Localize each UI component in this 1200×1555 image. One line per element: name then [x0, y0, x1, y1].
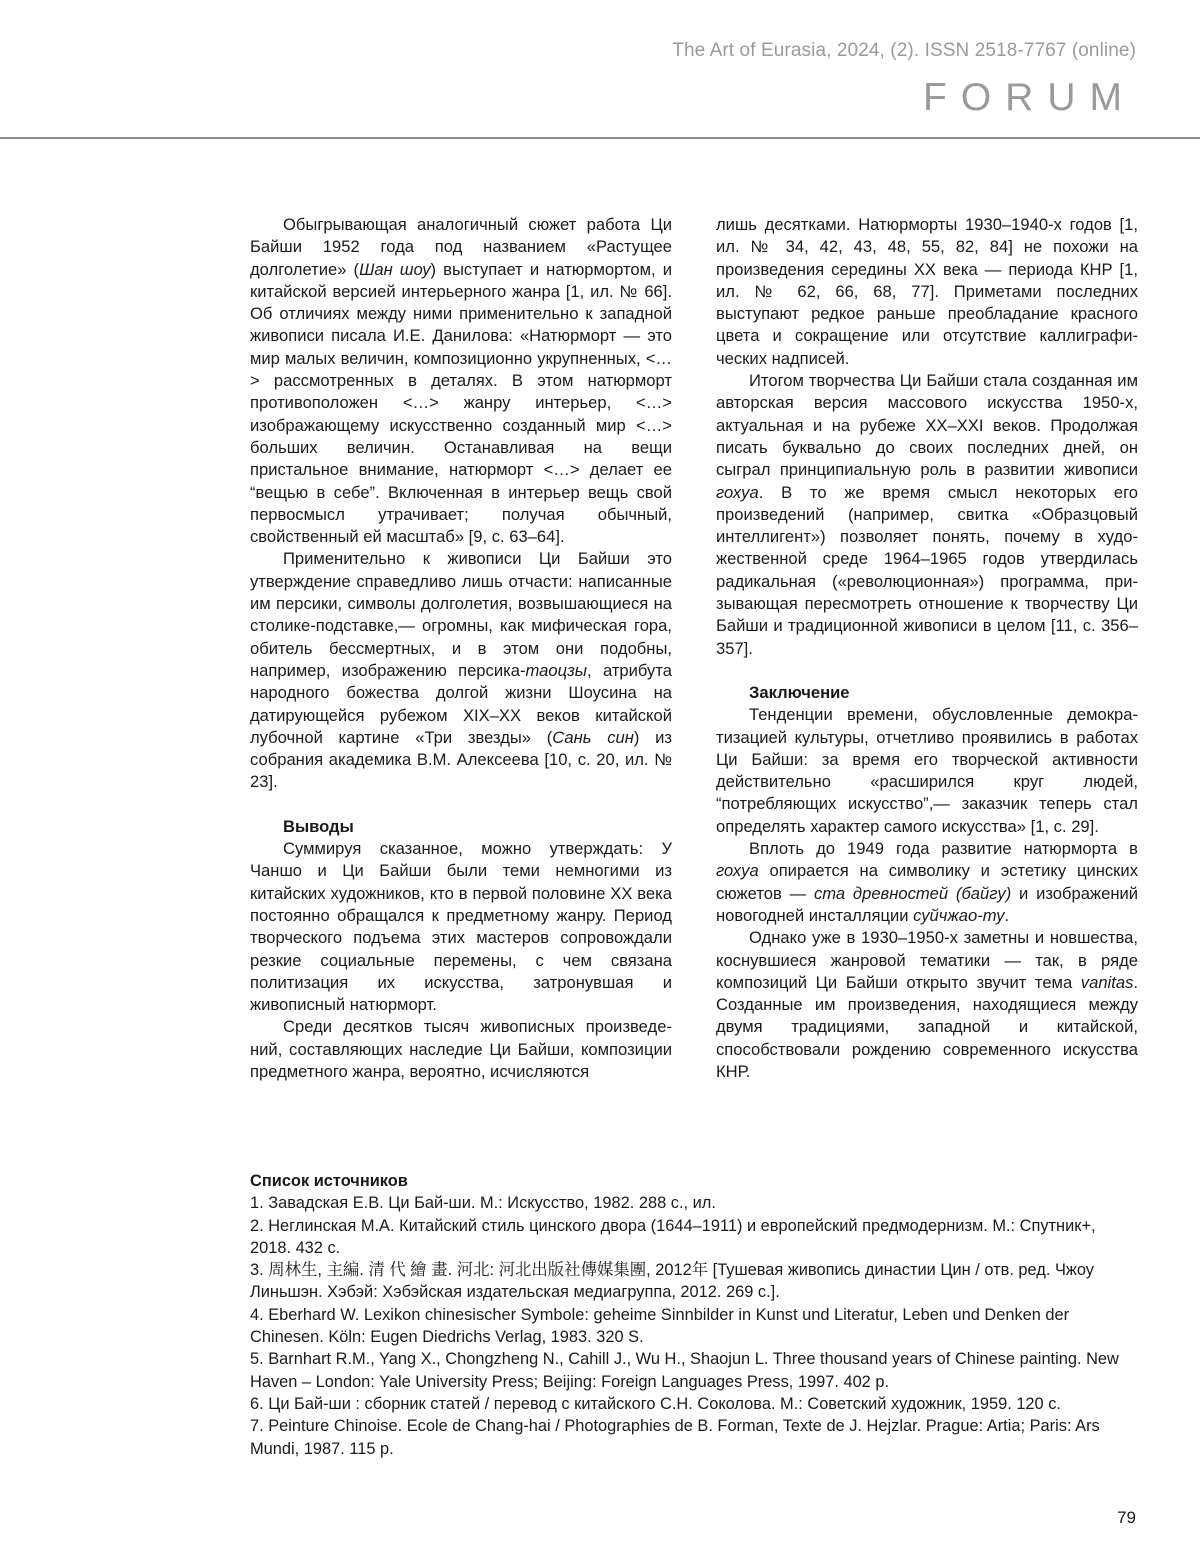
paragraph: Обыгрывающая аналогичный сюжет работа Ци Байши 1952 года под названием «Растущее долголетие» (Шан шоу) выступает и натюрмортом, и китайской версией интерьерного жанра [1, ил. № 66]. Об отличиях между ними применительно к западной живописи писала И.Е. Данилова: «Натюрморт — это мир малых величин, композиционно укрупненных, <…> рассмотренных в деталях. В этом натюрморт противоположен <…> жанру интерьер, <…> изображающему искусственно созданный мир <…> больших величин. Останавливая на вещи пристальное внимание, натюрморт <…> делает ее “вещью в себе”. Включенная в интерьер вещь свой первосмысл утрачивает; получая обычный, свойственный ей масштаб» [9, с. 63–64].: [250, 215, 672, 547]
paragraph: Применительно к живописи Ци Байши это утверждение справедливо лишь отчасти: написанные им персики, символы долголетия, возвышающиеся на столике-подставке,— огромны, как мифическая гора, обитель бессмертных, и в этом они подобны, например, изображению персика-таоцзы, атрибута народного божества долгой жизни Шоусина на датирующейся рубежом XIX–XX веков китайской лубочной картине «Три звезды» (Сань син) из собрания академика В.М. Алексеева [10, с. 20, ил. № 23].: [250, 549, 672, 792]
page-number: 79: [1117, 1508, 1136, 1527]
left-column: [250, 214, 672, 1083]
paragraph: Тенденции времени, обусловленные демократизацией культуры, отчетливо проявились в работах Ци Байши: за время его творческой активности действительно «расширился круг людей, “потребляющих искусство”,— заказчик теперь стал определять характер самого искусства» [1, с. 29].: [716, 705, 1138, 836]
reference-item: 2. Неглинская М.А. Китайский стиль цинского двора (1644–1911) и европейский предмодернизм. М.: Спутник+, 2018. 432 с.: [250, 1216, 1096, 1257]
references-heading: Список источников: [250, 1172, 408, 1190]
paragraph: Однако уже в 1930–1950-х заметны и новшества, коснувшиеся жанровой тематики — так, в ряде композиций Ци Байши открыто звучит тема vanitas. Созданные им произведения, находящиеся между двумя традициями, западной и китайской, способствовали рождению современного искусства КНР.: [716, 928, 1138, 1081]
header-divider: [0, 137, 1200, 139]
heading-conclusions: Выводы: [283, 816, 354, 836]
reference-item: 3. 周林生, 主編. 清 代 繪 畫. 河北: 河北出版社傳媒集團, 2012年 [Тушевая живопись династии Цин / отв. ред. Чжоу Линьшэн. Хэбэй: Хэбэйская издательская медиагруппа, 2012. 269 с.].: [250, 1261, 1094, 1302]
paragraph: Суммируя сказанное, можно утверждать: У Чаншо и Ци Байши были теми немногими из китайских художников, кто в первой половине XX века постоянно обращался к предметному жанру. Период творческого подъема этих мастеров сопровождали резкие социальные перемены, с чем связана политизация их искусства, затронувшая и живописный натюрморт.: [250, 839, 672, 1015]
reference-item: 7. Peinture Chinoise. Ecole de Chang-hai / Photographies de B. Forman, Texte de J. Hejzlar. Prague: Artia; Paris: Ars Mundi, 1987. 115 p.: [250, 1417, 1100, 1458]
paragraph: Среди десятков тысяч живописных произведений, составляющих наследие Ци Байши, композиции предметного жанра, вероятно, исчисляются: [250, 1017, 672, 1081]
heading-conclusion: Заключение: [749, 682, 850, 702]
reference-item: 4. Eberhard W. Lexikon chinesischer Symbole: geheime Sinnbilder in Kunst und Literatur, Leben und Denken der Chinesen. Köln: Eugen Diedrichs Verlag, 1983. 320 S.: [250, 1305, 1070, 1347]
paragraph: Итогом творчества Ци Байши стала созданная им авторская версия массового искусства 1950-х, актуальная и на рубеже XX–XXI веков. Продолжая писать буквально до своих последних дней, он сыграл принципиальную роль в развитии живописи гохуа. В то же время смысл некоторых его произведений (например, свитка «Образцовый интеллигент») позволяет понять, почему в художественной среде 1964–1965 годов утвердилась радикальная («революционная») программа, призывающая пересмотреть отношение к творчеству Ци Байши и традиционной живописи в целом [11, с. 356–357].: [716, 371, 1138, 658]
reference-item: 6. Ци Бай-ши : сборник статей / перевод с китайского С.Н. Соколова. М.: Советский художник, 1959. 120 с.: [250, 1394, 1061, 1413]
references-section: [250, 1170, 1138, 1460]
paragraph: лишь десятками. Натюрморты 1930–1940-х годов [1, ил. № 34, 42, 43, 48, 55, 82, 84] не похожи на произведения середины XX века — периода КНР [1, ил. № 62, 66, 68, 77]. Приметами последних выступают редкое раньше преобладание красного цвета и сокращение или отсутствие каллиграфических надписей.: [716, 215, 1138, 368]
reference-item: 1. Завадская Е.В. Ци Бай-ши. М.: Искусство, 1982. 288 с., ил.: [250, 1194, 716, 1213]
journal-citation: The Art of Eurasia, 2024, (2). ISSN 2518-7767 (online): [672, 40, 1136, 61]
right-column: [716, 214, 1138, 1083]
section-title: FORUM: [923, 76, 1136, 119]
references-list: [250, 1192, 1138, 1460]
paragraph: Вплоть до 1949 года развитие натюрморта в гохуа опирается на символику и эстетику цинских сюжетов — ста древностей (байгу) и изображений новогодней инсталляции суйчжао-ту.: [716, 839, 1139, 925]
reference-item: 5. Barnhart R.M., Yang X., Chongzheng N., Cahill J., Wu H., Shaojun L. Three thousand years of Chinese painting. New Haven – London: Yale University Press; Beijing: Foreign Languages Press, 1997. 402 p.: [250, 1350, 1119, 1391]
